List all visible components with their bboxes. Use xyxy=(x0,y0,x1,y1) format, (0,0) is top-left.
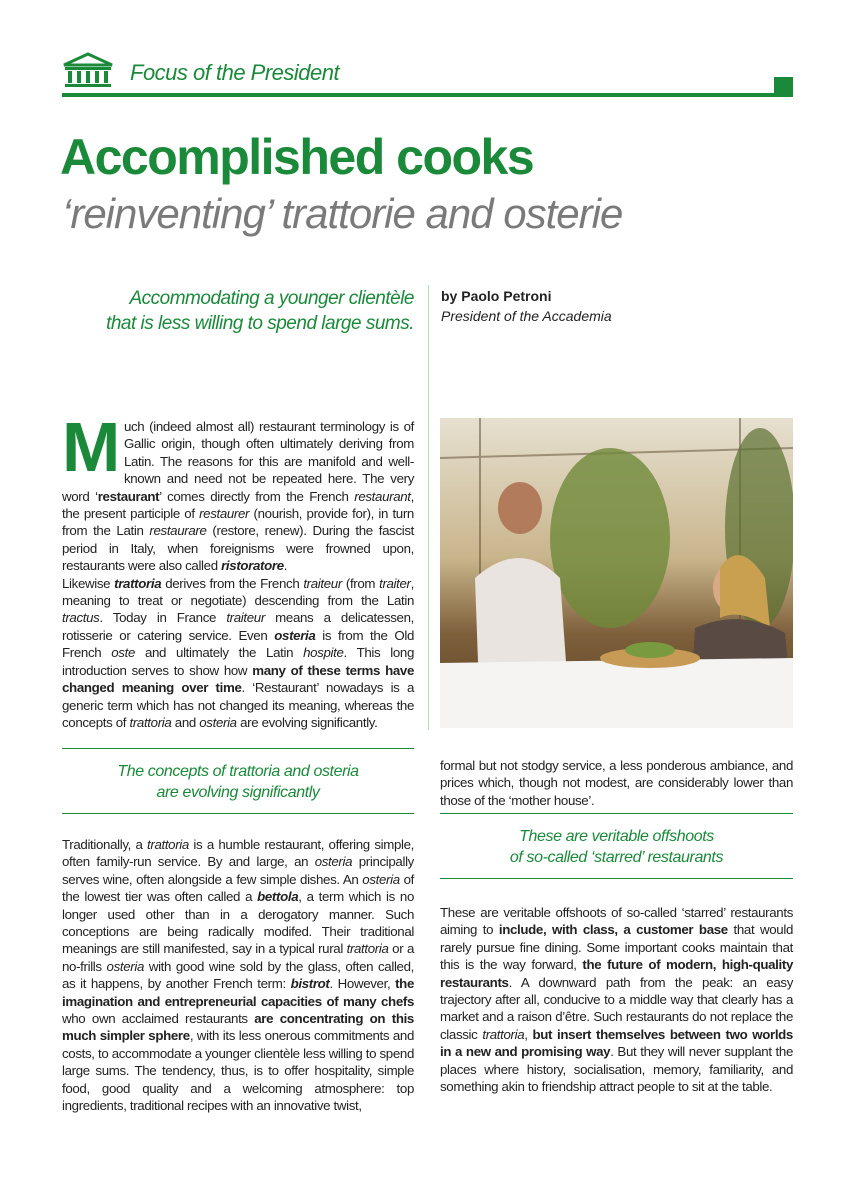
text-run: osteria xyxy=(274,627,316,643)
section-heading-line: The concepts of trattoria and osteria xyxy=(117,763,359,780)
restaurant-photo xyxy=(440,418,793,728)
text-run: restaurant xyxy=(354,488,411,504)
byline xyxy=(441,286,612,326)
intro-text xyxy=(62,408,414,731)
standfirst-line: that is less willing to spend large sums. xyxy=(106,313,414,334)
text-run: bistrot xyxy=(290,976,330,992)
paragraph xyxy=(440,904,793,1095)
paragraph xyxy=(62,836,414,1115)
section-heading xyxy=(62,748,414,814)
paragraph xyxy=(440,757,793,809)
text-run: restaurer xyxy=(199,506,250,522)
text-run: principally serves wine, often alongside a few simple dishes. An xyxy=(62,854,414,887)
text-run: Traditionally, a xyxy=(62,837,148,852)
text-run: . But they will never supplant the places where history, socialisation, memory, familiarity, and something akin to friendship attract people to sit at the table. xyxy=(440,1044,793,1095)
text-run: is a humble restaurant, offering simple, often family-run service. By and large, an xyxy=(62,837,415,870)
author: by Paolo Petroni xyxy=(441,288,552,304)
text-run: include, with class, a customer base xyxy=(498,922,728,938)
text-run: These are veritable offshoots of so-called ‘starred’ restaurants aiming to xyxy=(440,905,793,938)
section-heading-line: of so-called ‘starred’ restaurants xyxy=(509,849,724,866)
text-run: , with its less onerous commitments and costs, to accommodate a younger clientèle less willing to spend large sums. The tendency, thus, is to offer hospitality, simple food, good quality and a welcoming atmosphere: top ingredients, traditional recipes with an innovative twist, xyxy=(62,1028,415,1114)
text-run: hospite xyxy=(303,645,344,661)
text-run: derives from the French xyxy=(161,575,304,591)
section-text xyxy=(62,836,414,1115)
text-run: , the present participle of xyxy=(62,488,414,522)
text-run: means a delicatessen, rotisserie or catering service. Even xyxy=(62,610,414,643)
text-run: , a term which is no longer used other than in a derogatory manner. Such conceptions are being radically modifed. Their traditional meanings are still manifested, say in a typical rural xyxy=(62,889,414,957)
text-run: Likewise xyxy=(62,575,115,591)
header-square xyxy=(774,77,793,97)
text-run: are concentrating on this much simpler sphere xyxy=(62,1011,414,1044)
text-run: trattoria xyxy=(147,837,189,852)
text-run: osteria xyxy=(199,714,237,730)
text-run: the future of modern, high-quality restaurants xyxy=(440,957,793,990)
text-run: that would rarely pursue fine dining. Some important cooks maintain that this is the way forward, xyxy=(440,922,794,973)
text-run: (from xyxy=(341,575,380,591)
text-run: osteria xyxy=(362,871,400,887)
text-run: trattoria xyxy=(482,1026,525,1042)
text-run: the imagination and entrepreneurial capacities of many chefs xyxy=(62,976,414,1009)
text-run: oste xyxy=(111,645,135,661)
text-run: trattoria xyxy=(114,575,162,591)
text-run: of the lowest tier was often called a xyxy=(62,871,415,905)
text-run: traiter xyxy=(379,575,411,591)
text-run: osteria xyxy=(106,958,144,974)
text-run: uch (indeed almost all) restaurant terminology is of Gallic origin, though often ultimately deriving from Latin. The reasons for this are manifold and well-known and need not be repeated here. The very word ‘ xyxy=(62,419,414,504)
drop-cap: M xyxy=(62,408,120,486)
text-run: is from the Old French xyxy=(62,627,414,661)
text-run: restaurant xyxy=(97,488,160,504)
text-run: traiteur xyxy=(303,575,342,591)
text-run: osteria xyxy=(314,854,353,870)
text-run: trattoria xyxy=(346,941,389,957)
text-run: with good wine sold by the glass, often called, as it happens, by another French term: xyxy=(62,958,414,992)
author-role: President of the Accademia xyxy=(441,308,612,324)
text-run: , xyxy=(524,1026,533,1042)
building-columns-icon xyxy=(62,52,114,90)
section-heading-line: These are veritable offshoots xyxy=(519,828,714,845)
paragraph xyxy=(62,575,414,732)
text-run: restaurare xyxy=(149,523,207,539)
section-title: Focus of the President xyxy=(130,60,340,85)
text-run: ’ comes directly from the French xyxy=(159,488,355,504)
text-run: . This long introduction serves to show how xyxy=(62,645,414,678)
section-heading xyxy=(440,813,793,879)
text-run: many of these terms have changed meaning over time xyxy=(62,662,414,696)
section-heading-line: are evolving significantly xyxy=(156,784,320,801)
text-run: ristoratore xyxy=(221,558,284,574)
text-run: or a no-frills xyxy=(62,941,414,974)
text-run: (nourish, provide for), in turn from the Latin xyxy=(62,506,414,539)
text-run: but insert themselves between two worlds in a new and promising way xyxy=(440,1026,793,1060)
column-divider xyxy=(428,285,429,730)
text-run: bettola xyxy=(257,889,299,905)
text-run: formal but not stodgy service, a less ponderous ambiance, and prices which, though not modest, are considerably lower than those of the ‘mother house’. xyxy=(440,758,793,808)
text-run: tractus xyxy=(62,610,100,626)
text-run: who own acclaimed restaurants xyxy=(62,1011,255,1027)
article-title: Accomplished cooks xyxy=(60,129,534,185)
text-run: traiteur xyxy=(226,610,265,626)
text-run: . xyxy=(283,558,288,574)
text-run: and xyxy=(171,714,200,730)
section-text xyxy=(440,904,793,1095)
text-run: trattoria xyxy=(129,714,172,730)
text-run: . ‘Restaurant’ nowadays is a generic term which has not changed its meaning, whereas the concepts of xyxy=(62,680,414,730)
text-run: . Today in France xyxy=(99,610,227,626)
standfirst-line: Accommodating a younger clientèle xyxy=(129,288,414,309)
text-run: . A downward path from the peak: an easy trajectory after all, conducive to a middle way that clearly has a market and a raison d’être. Such restaurants do not replace the classic xyxy=(440,974,793,1042)
text-run: . However, xyxy=(329,976,396,992)
continuation-text xyxy=(440,757,793,809)
standfirst xyxy=(62,286,414,336)
text-run: and ultimately the Latin xyxy=(134,645,304,661)
text-run: , meaning to treat or negotiate) descending from the Latin xyxy=(62,575,414,609)
text-run: (restore, renew). During the fascist period in Italy, when foreignisms were frowned upon, restaurants were also called xyxy=(62,523,414,574)
article-subtitle: ‘reinventing’ trattorie and osterie xyxy=(62,190,623,237)
header-rule xyxy=(62,93,774,97)
text-run: are evolving significantly. xyxy=(236,714,378,730)
